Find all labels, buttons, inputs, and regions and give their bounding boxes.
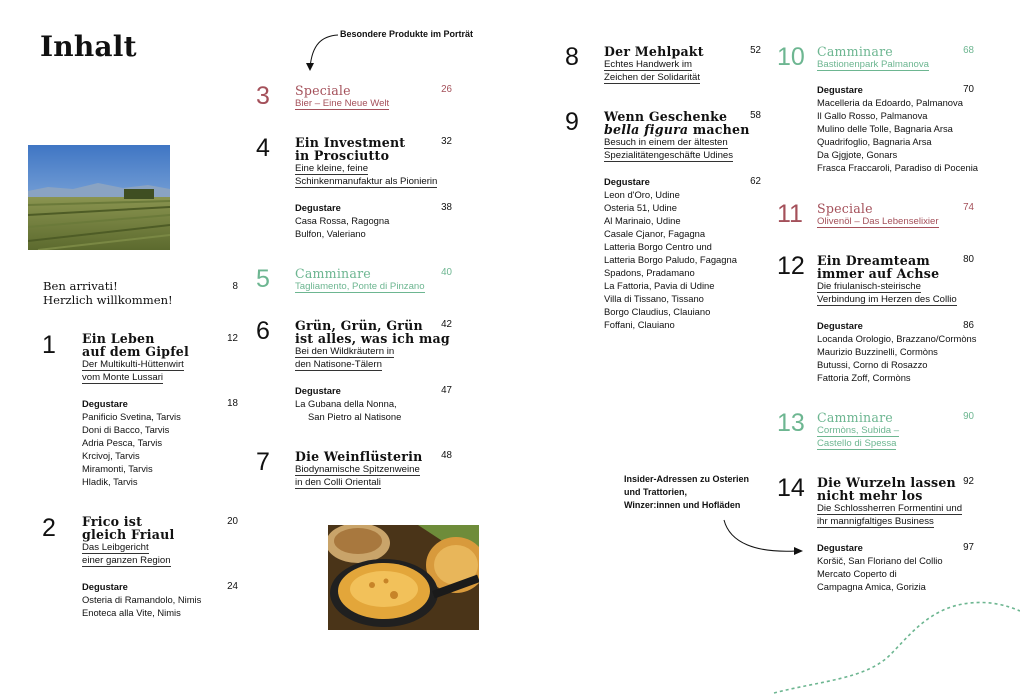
chapter-13-entry[interactable] xyxy=(817,411,899,450)
chapter-2-entry[interactable] xyxy=(82,515,174,567)
chapter-6-degustare-list xyxy=(295,397,401,423)
chapter-10-degustare-label: Degustare xyxy=(817,84,863,95)
chapter-2-subtitle: Das Leibgericht xyxy=(82,542,149,553)
list-item: La Gubana della Nonna, xyxy=(295,398,397,409)
curved-arrow-icon xyxy=(716,515,808,559)
list-item: Borgo Claudius, Clauiano xyxy=(604,306,711,317)
chapter-9-number: 9 xyxy=(565,108,579,136)
chapter-10-subtitle: Bastionenpark Palmanova xyxy=(817,59,929,70)
chapter-1-subtitle: Der Multikulti-Hüttenwirt xyxy=(82,359,184,370)
chapter-13-title: Camminare xyxy=(817,410,893,425)
chapter-2-degustare-list xyxy=(82,593,201,619)
chapter-1-degustare-page: 18 xyxy=(227,398,238,409)
chapter-2-degustare-label: Degustare xyxy=(82,581,128,592)
chapter-13-subtitle-line-2: Castello di Spessa xyxy=(817,438,897,449)
chapter-10-degustare-list xyxy=(817,96,978,174)
chapter-5-subtitle: Tagliamento, Ponte di Pinzano xyxy=(295,281,425,292)
chapter-1-entry[interactable] xyxy=(82,332,189,384)
chapter-2-page: 20 xyxy=(227,516,238,527)
chapter-11-number: 11 xyxy=(777,200,803,228)
chapter-6-page: 42 xyxy=(441,319,452,330)
intro xyxy=(43,279,173,307)
intro-line-1: Ben arrivati! xyxy=(43,279,118,293)
chapter-6-degustare-page: 47 xyxy=(441,385,452,396)
chapter-12-degustare-page: 86 xyxy=(963,320,974,331)
chapter-10-number: 10 xyxy=(777,43,805,71)
chapter-4-subtitle-line-2: Schinkenmanufaktur als Pionierin xyxy=(295,176,438,187)
chapter-9-title-line-2: machen xyxy=(688,122,750,137)
insider-annotation-line-3: Winzer:innen und Hofläden xyxy=(624,500,741,510)
chapter-12-subtitle: Die friulanisch-steirische xyxy=(817,281,921,292)
frico-photo xyxy=(328,525,479,630)
chapter-1-page: 12 xyxy=(227,333,238,344)
chapter-9-subtitle: Besuch in einem der ältesten xyxy=(604,137,728,148)
chapter-12-title-line-2: immer auf Achse xyxy=(817,266,940,281)
curved-arrow-icon xyxy=(300,30,350,76)
chapter-1-number: 1 xyxy=(42,331,56,359)
list-item: Macelleria da Edoardo, Palmanova xyxy=(817,97,963,108)
list-item: Casa Rossa, Ragogna xyxy=(295,215,390,226)
chapter-14-degustare-page: 97 xyxy=(963,542,974,553)
chapter-1-degustare-label: Degustare xyxy=(82,398,128,409)
chapter-12-title: Ein Dreamteam xyxy=(817,253,930,268)
chapter-3-subtitle: Bier – Eine Neue Welt xyxy=(295,98,390,109)
chapter-7-entry[interactable] xyxy=(295,450,422,489)
list-item: Mercato Coperto di xyxy=(817,568,897,579)
list-item: Villa di Tissano, Tissano xyxy=(604,293,704,304)
list-item: Enoteca alla Vite, Nimis xyxy=(82,607,181,618)
chapter-8-title: Der Mehlpakt xyxy=(604,44,704,59)
chapter-9-subtitle-line-2: Spezialitätengeschäfte Udines xyxy=(604,150,734,161)
chapter-13-page: 90 xyxy=(963,411,974,422)
chapter-5-title: Camminare xyxy=(295,266,371,281)
list-item: Campagna Amica, Gorizia xyxy=(817,581,926,592)
insider-annotation xyxy=(624,473,749,512)
insider-annotation-line-2: und Trattorien, xyxy=(624,487,687,497)
chapter-7-subtitle-line-2: in den Colli Orientali xyxy=(295,477,381,488)
chapter-8-number: 8 xyxy=(565,43,579,71)
chapter-10-entry[interactable] xyxy=(817,45,929,71)
chapter-14-subtitle-line-2: ihr mannigfaltiges Business xyxy=(817,516,934,527)
chapter-14-degustare-label: Degustare xyxy=(817,542,863,553)
list-item: Spadons, Pradamano xyxy=(604,267,695,278)
chapter-2-subtitle-line-2: einer ganzen Region xyxy=(82,555,171,566)
chapter-11-title: Speciale xyxy=(817,201,873,216)
chapter-14-page: 92 xyxy=(963,476,974,487)
chapter-14-title: Die Wurzeln lassen xyxy=(817,475,956,490)
chapter-10-title: Camminare xyxy=(817,44,893,59)
chapter-9-page: 58 xyxy=(750,110,761,121)
list-item: La Fattoria, Pavia di Udine xyxy=(604,280,715,291)
insider-annotation-line-1: Insider-Adressen zu Osterien xyxy=(624,474,750,484)
chapter-5-number: 5 xyxy=(256,265,270,293)
chapter-12-degustare-label: Degustare xyxy=(817,320,863,331)
list-item: Casale Cjanor, Fagagna xyxy=(604,228,706,239)
list-item: Leon d'Oro, Udine xyxy=(604,189,680,200)
chapter-1-degustare-list xyxy=(82,410,181,488)
landscape-photo xyxy=(28,145,170,250)
chapter-11-entry[interactable] xyxy=(817,202,939,228)
list-item: Latteria Borgo Centro und xyxy=(604,241,712,252)
chapter-12-subtitle-line-2: Verbindung im Herzen des Collio xyxy=(817,294,957,305)
chapter-4-degustare-list xyxy=(295,214,389,240)
chapter-2-title-line-2: gleich Friaul xyxy=(82,527,175,542)
list-item: Butussi, Corno di Rosazzo xyxy=(817,359,928,370)
list-item: Frasca Fraccaroli, Paradiso di Pocenia xyxy=(817,162,979,173)
chapter-3-page: 26 xyxy=(441,84,452,95)
chapter-6-title: Grün, Grün, Grün xyxy=(295,318,423,333)
chapter-6-number: 6 xyxy=(256,317,270,345)
chapter-7-subtitle: Biodynamische Spitzenweine xyxy=(295,464,420,475)
portrait-annotation: Besondere Produkte im Porträt xyxy=(340,29,474,39)
list-item: Koršič, San Floriano del Collio xyxy=(817,555,943,566)
list-item: Al Marinaio, Udine xyxy=(604,215,681,226)
chapter-4-page: 32 xyxy=(441,136,452,147)
list-item: Doni di Bacco, Tarvis xyxy=(82,424,170,435)
list-item: Miramonti, Tarvis xyxy=(82,463,153,474)
chapter-1-subtitle-line-2: vom Monte Lussari xyxy=(82,372,164,383)
chapter-14-subtitle: Die Schlossherren Formentini und xyxy=(817,503,963,514)
list-item: San Pietro al Natisone xyxy=(308,411,402,422)
page-title: Inhalt xyxy=(40,30,137,63)
list-item: Locanda Orologio, Brazzano/Cormòns xyxy=(817,333,977,344)
chapter-14-degustare-list xyxy=(817,554,943,593)
list-item: Latteria Borgo Paludo, Fagagna xyxy=(604,254,737,265)
chapter-2-title: Frico ist xyxy=(82,514,143,529)
list-item: Mulino delle Tolle, Bagnaria Arsa xyxy=(817,123,953,134)
chapter-3-entry[interactable] xyxy=(295,84,389,110)
chapter-14-title-line-2: nicht mehr los xyxy=(817,488,923,503)
chapter-8-subtitle-line-2: Zeichen der Solidarität xyxy=(604,72,700,83)
chapter-4-title-line-2: in Prosciutto xyxy=(295,148,390,163)
chapter-9-title-italic: bella figura xyxy=(604,122,689,137)
chapter-6-degustare-label: Degustare xyxy=(295,385,341,396)
chapter-10-page: 68 xyxy=(963,45,974,56)
chapter-11-subtitle: Olivenöl – Das Lebenselixier xyxy=(817,216,939,227)
list-item: Hladik, Tarvis xyxy=(82,476,138,487)
chapter-5-page: 40 xyxy=(441,267,452,278)
chapter-4-degustare-page: 38 xyxy=(441,202,452,213)
intro-line-2: Herzlich willkommen! xyxy=(43,293,173,307)
chapter-3-number: 3 xyxy=(256,82,270,110)
chapter-6-subtitle: Bei den Wildkräutern in xyxy=(295,346,395,357)
chapter-7-title: Die Weinflüsterin xyxy=(295,449,423,464)
chapter-10-degustare-page: 70 xyxy=(963,84,974,95)
list-item: Fattoria Zoff, Cormòns xyxy=(817,372,911,383)
list-item: Panificio Svetina, Tarvis xyxy=(82,411,181,422)
chapter-8-subtitle: Echtes Handwerk im xyxy=(604,59,692,70)
chapter-11-page: 74 xyxy=(963,202,974,213)
chapter-3-title: Speciale xyxy=(295,83,351,98)
list-item: Bulfon, Valeriano xyxy=(295,228,366,239)
chapter-7-number: 7 xyxy=(256,448,270,476)
list-item: Krcivoj, Tarvis xyxy=(82,450,140,461)
list-item: Adria Pesca, Tarvis xyxy=(82,437,163,448)
list-item: Osteria 51, Udine xyxy=(604,202,677,213)
chapter-8-page: 52 xyxy=(750,45,761,56)
chapter-9-degustare-list xyxy=(604,188,737,331)
list-item: Quadrifoglio, Bagnaria Arsa xyxy=(817,136,932,147)
list-item: Il Gallo Rosso, Palmanova xyxy=(817,110,928,121)
chapter-14-number: 14 xyxy=(777,474,805,502)
chapter-9-degustare-label: Degustare xyxy=(604,176,650,187)
chapter-13-subtitle: Cormòns, Subida – xyxy=(817,425,900,436)
chapter-12-page: 80 xyxy=(963,254,974,265)
list-item: Foffani, Clauiano xyxy=(604,319,675,330)
chapter-8-entry[interactable] xyxy=(604,45,704,84)
chapter-6-subtitle-line-2: den Natisone-Tälern xyxy=(295,359,382,370)
dashed-route-decoration xyxy=(770,595,1020,695)
chapter-5-entry[interactable] xyxy=(295,267,425,293)
chapter-1-title-line-2: auf dem Gipfel xyxy=(82,344,190,359)
intro-page: 8 xyxy=(232,281,238,292)
chapter-12-degustare-list xyxy=(817,332,976,384)
chapter-9-title: Wenn Geschenke xyxy=(604,109,728,124)
chapter-9-degustare-page: 62 xyxy=(750,176,761,187)
chapter-4-subtitle: Eine kleine, feine xyxy=(295,163,369,174)
chapter-6-title-line-2: ist alles, was ich mag xyxy=(295,331,450,346)
chapter-4-number: 4 xyxy=(256,134,270,162)
chapter-13-number: 13 xyxy=(777,409,805,437)
chapter-7-page: 48 xyxy=(441,450,452,461)
chapter-4-title: Ein Investment xyxy=(295,135,406,150)
chapter-12-number: 12 xyxy=(777,252,805,280)
chapter-1-title: Ein Leben xyxy=(82,331,155,346)
list-item: Osteria di Ramandolo, Nimis xyxy=(82,594,202,605)
list-item: Maurizio Buzzinelli, Cormòns xyxy=(817,346,938,357)
chapter-4-degustare-label: Degustare xyxy=(295,202,341,213)
list-item: Da Gjgjote, Gonars xyxy=(817,149,898,160)
chapter-2-number: 2 xyxy=(42,514,56,542)
chapter-2-degustare-page: 24 xyxy=(227,581,238,592)
